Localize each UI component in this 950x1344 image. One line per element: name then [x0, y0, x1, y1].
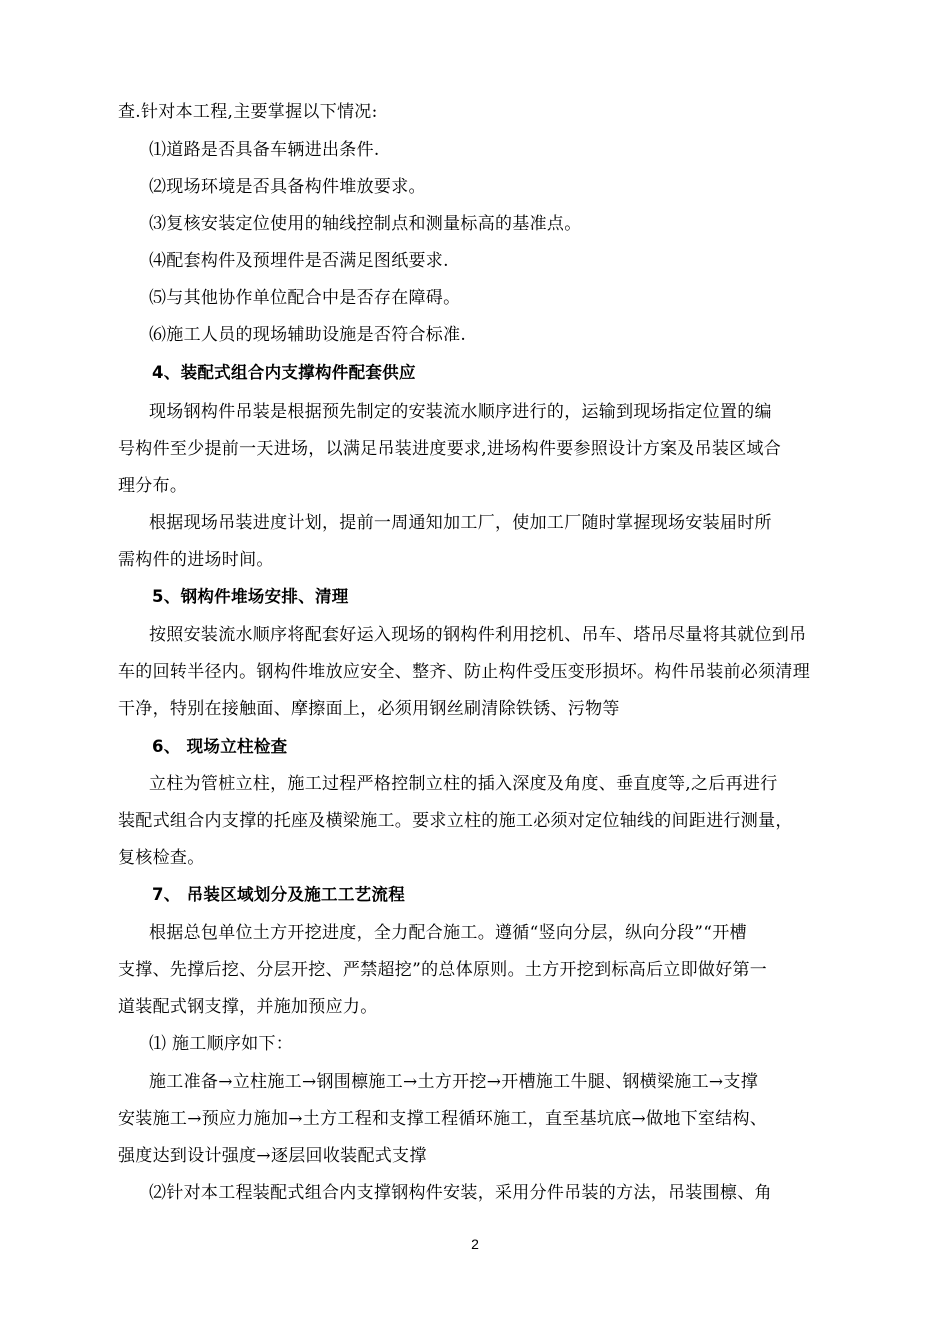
paragraph-line: 需构件的进场时间。 [118, 550, 274, 570]
paragraph-line: 施工准备→立柱施工→钢围檩施工→土方开挖→开槽施工牛腿、钢横梁施工→支撑 [149, 1072, 759, 1092]
list-item: ⑴道路是否具备车辆进出条件. [149, 140, 380, 160]
list-item: ⑴ 施工顺序如下： [149, 1034, 294, 1054]
list-item: ⑵现场环境是否具备构件堆放要求。 [149, 177, 426, 197]
page-number: 2 [471, 1236, 479, 1252]
text-line: 查.针对本工程,主要掌握以下情况: [118, 102, 378, 122]
paragraph-line: 理分布。 [118, 476, 188, 496]
paragraph-line: 根据总包单位土方开挖进度，全力配合施工。遵循“竖向分层，纵向分段”“开槽 [149, 923, 747, 943]
paragraph-line: 现场钢构件吊装是根据预先制定的安装流水顺序进行的，运输到现场指定位置的编 [149, 402, 772, 422]
paragraph-line: 号构件至少提前一天进场，以满足吊装进度要求,进场构件要参照设计方案及吊装区域合 [118, 439, 782, 459]
list-item: ⑸与其他协作单位配合中是否存在障碍。 [149, 288, 461, 308]
paragraph-line: 安装施工→预应力施加→土方工程和支撑工程循环施工，直至基坑底→做地下室结构、 [118, 1109, 768, 1129]
list-item: ⑶复核安装定位使用的轴线控制点和测量标高的基准点。 [149, 214, 582, 234]
section-heading: 5、钢构件堆场安排、清理 [152, 587, 349, 606]
list-item: ⑷配套构件及预埋件是否满足图纸要求. [149, 251, 449, 271]
paragraph-line: 车的回转半径内。钢构件堆放应安全、整齐、防止构件受压变形损坏。构件吊装前必须清理 [118, 662, 810, 682]
paragraph-line: 道装配式钢支撑，并施加预应力。 [118, 997, 378, 1017]
paragraph-line: 支撑、先撑后挖、分层开挖、严禁超挖”的总体原则。土方开挖到标高后立即做好第一 [118, 960, 768, 980]
paragraph-line: 立柱为管桩立柱，施工过程严格控制立柱的插入深度及角度、垂直度等,之后再进行 [149, 774, 778, 794]
paragraph-line: 强度达到设计强度→逐层回收装配式支撑 [118, 1146, 427, 1166]
paragraph-line: 按照安装流水顺序将配套好运入现场的钢构件利用挖机、吊车、塔吊尽量将其就位到吊 [149, 625, 807, 645]
paragraph-line: 根据现场吊装进度计划，提前一周通知加工厂，使加工厂随时掌握现场安装届时所 [149, 513, 772, 533]
paragraph-line: 干净，特别在接触面、摩擦面上，必须用钢丝刷清除铁锈、污物等 [118, 699, 620, 719]
paragraph-line: 复核检查。 [118, 848, 205, 868]
section-heading: 6、 现场立柱检查 [152, 737, 288, 756]
section-heading: 7、 吊装区域划分及施工工艺流程 [152, 885, 406, 904]
section-heading: 4、装配式组合内支撑构件配套供应 [152, 363, 416, 382]
list-item: ⑹施工人员的现场辅助设施是否符合标准. [149, 325, 467, 345]
paragraph-line: 装配式组合内支撑的托座及横梁施工。要求立柱的施工必须对定位轴线的间距进行测量， [118, 811, 793, 831]
list-item: ⑵针对本工程装配式组合内支撑钢构件安装，采用分件吊装的方法，吊装围檩、角 [149, 1183, 772, 1203]
